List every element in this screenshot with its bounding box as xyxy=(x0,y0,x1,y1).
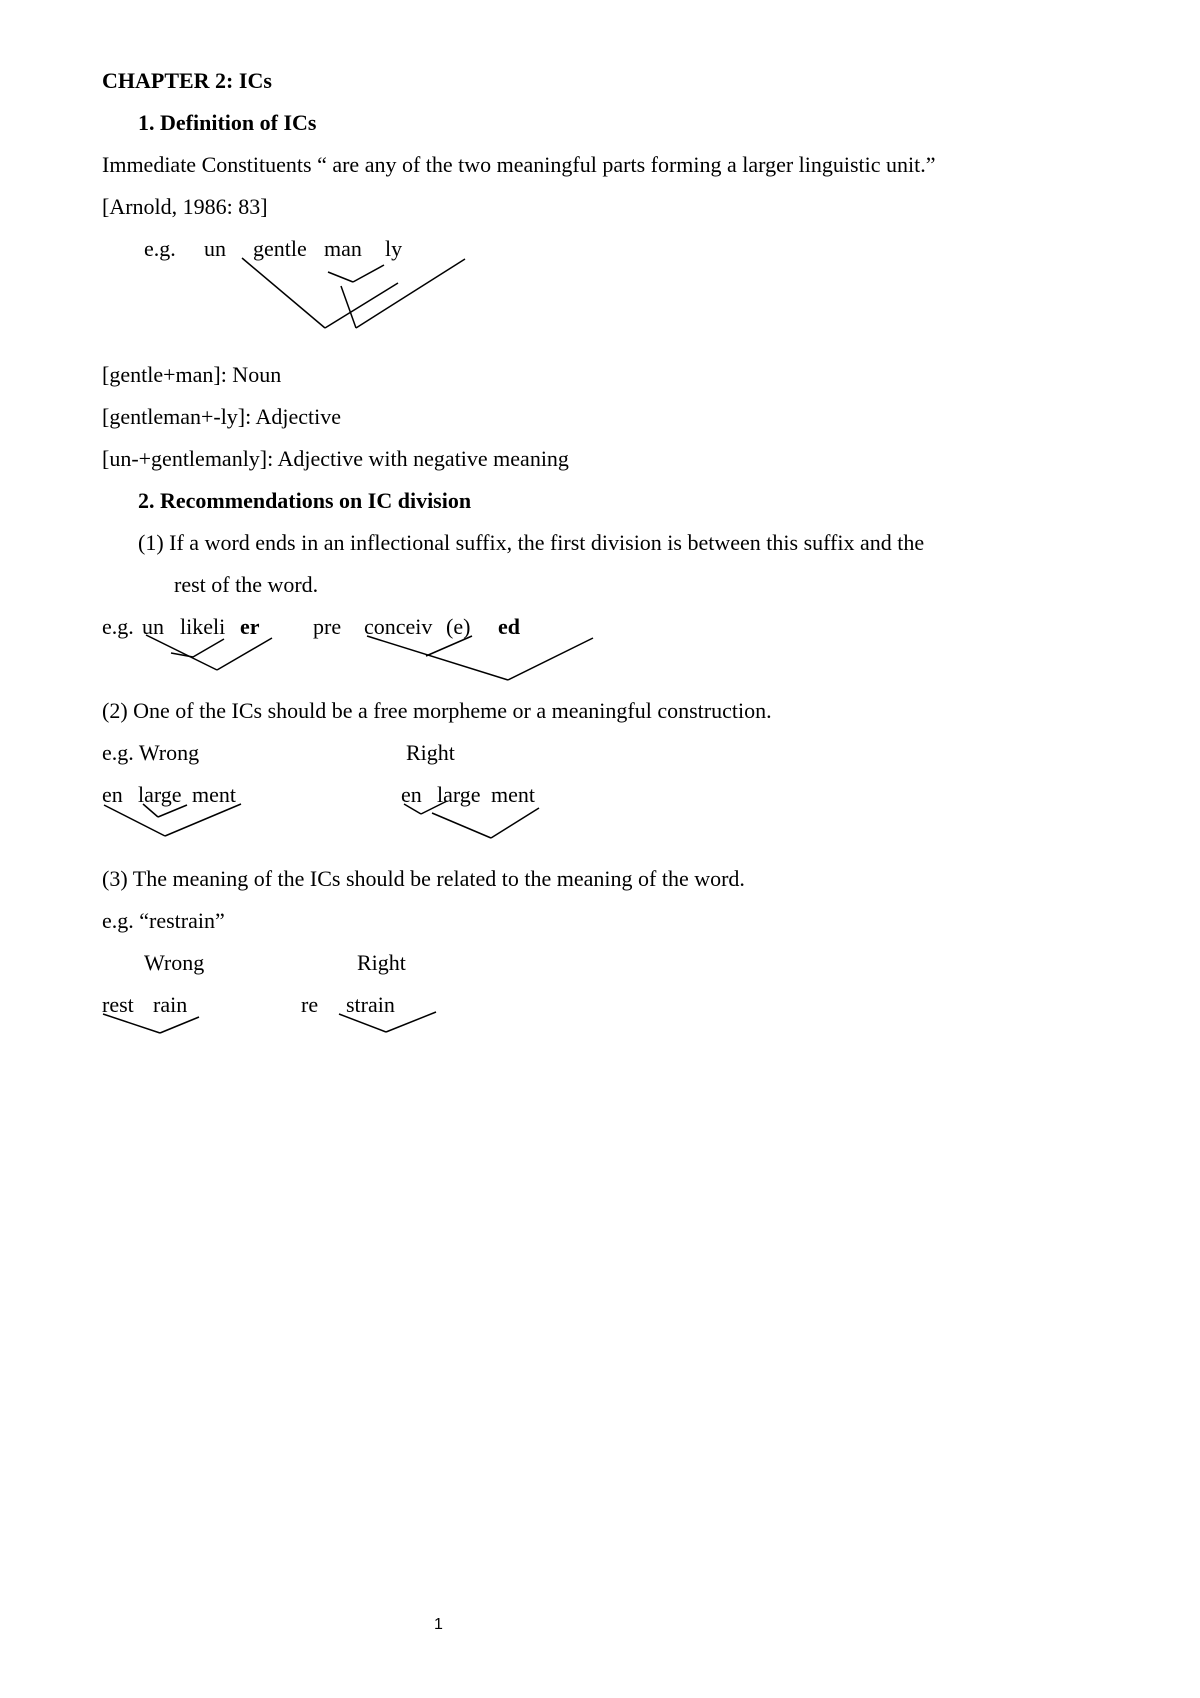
brackets-preconceived xyxy=(367,636,593,680)
bracket-line xyxy=(146,635,217,670)
analysis-line: [gentleman+-ly]: Adjective xyxy=(102,404,342,429)
morpheme: ed xyxy=(498,614,520,639)
right-label: Right xyxy=(357,950,406,975)
morpheme: ly xyxy=(385,236,403,261)
morpheme: gentle xyxy=(253,236,307,261)
morpheme: man xyxy=(324,236,362,261)
morpheme: er xyxy=(240,614,260,639)
morpheme: pre xyxy=(313,614,342,639)
morpheme: large xyxy=(138,782,182,807)
bracket-line xyxy=(160,1017,199,1033)
brackets-unlikelier xyxy=(146,635,272,670)
section1-heading: 1. Definition of ICs xyxy=(138,110,317,135)
morpheme: conceiv xyxy=(364,614,433,639)
morpheme: (e) xyxy=(446,614,471,639)
bracket-line xyxy=(432,813,491,838)
bracket-line xyxy=(165,804,241,836)
morpheme: un xyxy=(204,236,226,261)
morpheme: ment xyxy=(491,782,535,807)
analysis-line: [gentle+man]: Noun xyxy=(102,362,282,387)
morpheme: likeli xyxy=(180,614,226,639)
bracket-line xyxy=(508,638,593,680)
definition-text: Immediate Constituents “ are any of the two meaningful parts forming a larger linguistic unit.” xyxy=(102,152,936,177)
bracket-line xyxy=(325,283,398,328)
rule1-line2: rest of the word. xyxy=(174,572,319,597)
section2-heading: 2. Recommendations on IC division xyxy=(138,488,472,513)
bracket-line xyxy=(217,638,272,670)
bracket-line xyxy=(341,286,356,328)
rule2-text: (2) One of the ICs should be a free morpheme or a meaningful construction. xyxy=(102,698,772,723)
eg-restrain: e.g. “restrain” xyxy=(102,908,225,933)
eg-label: e.g. xyxy=(102,614,134,639)
bracket-line xyxy=(491,808,539,838)
bracket-line xyxy=(353,265,384,282)
morpheme: en xyxy=(102,782,123,807)
brackets-enlargement-wrong xyxy=(104,804,241,836)
eg-label: e.g. xyxy=(144,236,176,261)
bracket-line xyxy=(171,653,193,657)
rule3-text: (3) The meaning of the ICs should be related to the meaning of the word. xyxy=(102,866,745,891)
morpheme: en xyxy=(401,782,422,807)
morpheme: rain xyxy=(153,992,188,1017)
bracket-line xyxy=(193,639,224,657)
citation: [Arnold, 1986: 83] xyxy=(102,194,268,219)
page-number: 1 xyxy=(434,1616,443,1633)
morpheme: ment xyxy=(192,782,236,807)
morpheme: rest xyxy=(102,992,134,1017)
bracket-line xyxy=(367,636,508,680)
brackets-ungentlemanly xyxy=(242,258,465,328)
morpheme: un xyxy=(142,614,164,639)
chapter-title: CHAPTER 2: ICs xyxy=(102,68,272,93)
bracket-line xyxy=(242,258,325,328)
bracket-line xyxy=(328,272,353,282)
morpheme: large xyxy=(437,782,481,807)
rule1-line1: (1) If a word ends in an inflectional suffix, the first division is between this suffix and the xyxy=(138,530,925,555)
right-label: Right xyxy=(406,740,455,765)
bracket-line xyxy=(104,805,165,836)
bracket-line xyxy=(356,259,465,328)
eg-wrong-label: e.g. Wrong xyxy=(102,740,200,765)
morpheme: strain xyxy=(346,992,395,1017)
morpheme: re xyxy=(301,992,319,1017)
analysis-line: [un-+gentlemanly]: Adjective with negative meaning xyxy=(102,446,569,471)
wrong-label: Wrong xyxy=(144,950,205,975)
